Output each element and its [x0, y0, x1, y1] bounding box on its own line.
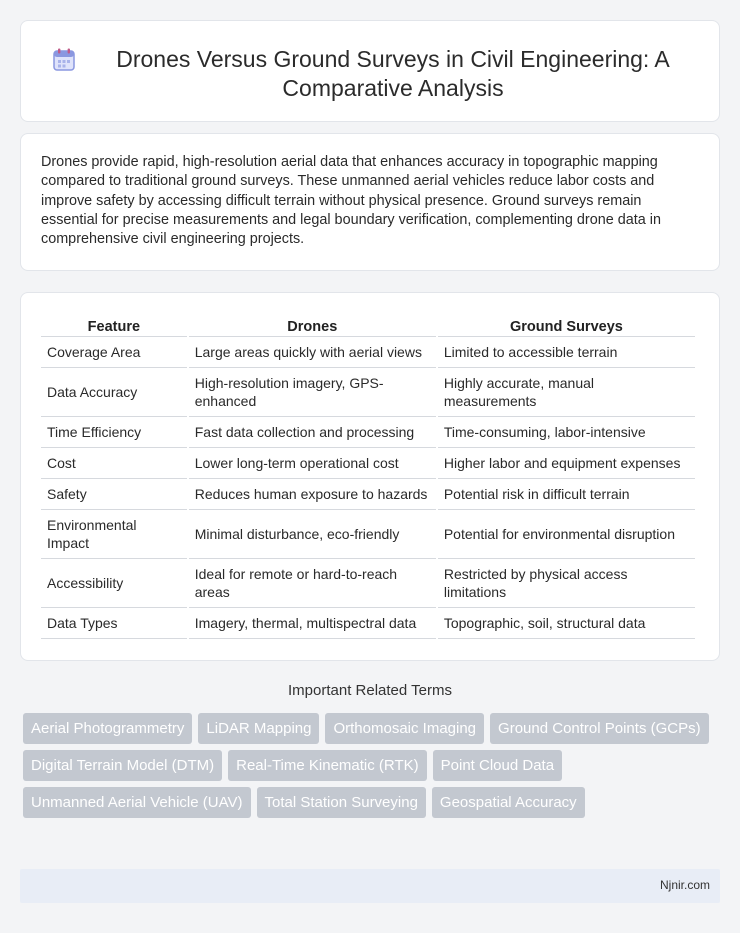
- term-tag[interactable]: Ground Control Points (GCPs): [490, 713, 709, 744]
- footer-site[interactable]: Njnir.com: [659, 878, 710, 892]
- header-ground-surveys: Ground Surveys: [438, 315, 695, 337]
- term-tag[interactable]: Real-Time Kinematic (RTK): [228, 750, 427, 781]
- header-feature: Feature: [41, 315, 187, 337]
- intro-card: [20, 133, 720, 271]
- cell-feature: Accessibility: [41, 559, 187, 608]
- cell-drones: High-resolution imagery, GPS-enhanced: [189, 368, 436, 417]
- term-tag[interactable]: Total Station Surveying: [257, 787, 426, 818]
- cell-ground: Potential for environmental disruption: [438, 510, 695, 559]
- term-tag[interactable]: Unmanned Aerial Vehicle (UAV): [23, 787, 251, 818]
- cell-ground: Time-consuming, labor-intensive: [438, 417, 695, 448]
- table-row: [41, 559, 695, 608]
- table-row: [41, 448, 695, 479]
- table-row: [41, 417, 695, 448]
- cell-drones: Minimal disturbance, eco-friendly: [189, 510, 436, 559]
- term-tag[interactable]: Aerial Photogrammetry: [23, 713, 192, 744]
- table-row: [41, 479, 695, 510]
- table-row: [41, 608, 695, 639]
- header-drones: Drones: [189, 315, 436, 337]
- comparison-table: [39, 315, 697, 639]
- term-tag[interactable]: Point Cloud Data: [433, 750, 562, 781]
- table-row: [41, 337, 695, 368]
- table-row: [41, 510, 695, 559]
- cell-feature: Safety: [41, 479, 187, 510]
- cell-drones: Reduces human exposure to hazards: [189, 479, 436, 510]
- table-row: [41, 368, 695, 417]
- cell-drones: Fast data collection and processing: [189, 417, 436, 448]
- term-tag[interactable]: Digital Terrain Model (DTM): [23, 750, 222, 781]
- cell-feature: Cost: [41, 448, 187, 479]
- page-title: Drones Versus Ground Surveys in Civil Engineering: A Comparative Analysis: [116, 46, 670, 101]
- cell-feature: Data Types: [41, 608, 187, 639]
- comparison-table-card: [20, 292, 720, 661]
- intro-paragraph: Drones provide rapid, high-resolution aerial data that enhances accuracy in topographic mapping compared to traditional ground surveys. These unmanned aerial vehicles reduce labor costs and improve safety by accessing difficult terrain without physical presence. Ground surveys remain essential for precise measurements and legal boundary verification, complementing drone data in comprehensive civil engineering projects.: [41, 154, 661, 248]
- table-header-row: [41, 315, 695, 337]
- calendar-icon: [51, 47, 77, 73]
- cell-ground: Highly accurate, manual measurements: [438, 368, 695, 417]
- cell-drones: Ideal for remote or hard-to-reach areas: [189, 559, 436, 608]
- cell-ground: Potential risk in difficult terrain: [438, 479, 695, 510]
- footer-bar: [20, 869, 720, 903]
- cell-drones: Lower long-term operational cost: [189, 448, 436, 479]
- cell-ground: Topographic, soil, structural data: [438, 608, 695, 639]
- cell-ground: Higher labor and equipment expenses: [438, 448, 695, 479]
- cell-drones: Large areas quickly with aerial views: [189, 337, 436, 368]
- related-terms-list: [23, 713, 723, 824]
- cell-feature: Environmental Impact: [41, 510, 187, 559]
- term-tag[interactable]: Orthomosaic Imaging: [325, 713, 484, 744]
- cell-feature: Time Efficiency: [41, 417, 187, 448]
- title-card: [20, 20, 720, 122]
- term-tag[interactable]: LiDAR Mapping: [198, 713, 319, 744]
- cell-ground: Limited to accessible terrain: [438, 337, 695, 368]
- cell-ground: Restricted by physical access limitations: [438, 559, 695, 608]
- term-tag[interactable]: Geospatial Accuracy: [432, 787, 585, 818]
- cell-feature: Coverage Area: [41, 337, 187, 368]
- related-terms-heading: Important Related Terms: [288, 682, 452, 699]
- cell-feature: Data Accuracy: [41, 368, 187, 417]
- cell-drones: Imagery, thermal, multispectral data: [189, 608, 436, 639]
